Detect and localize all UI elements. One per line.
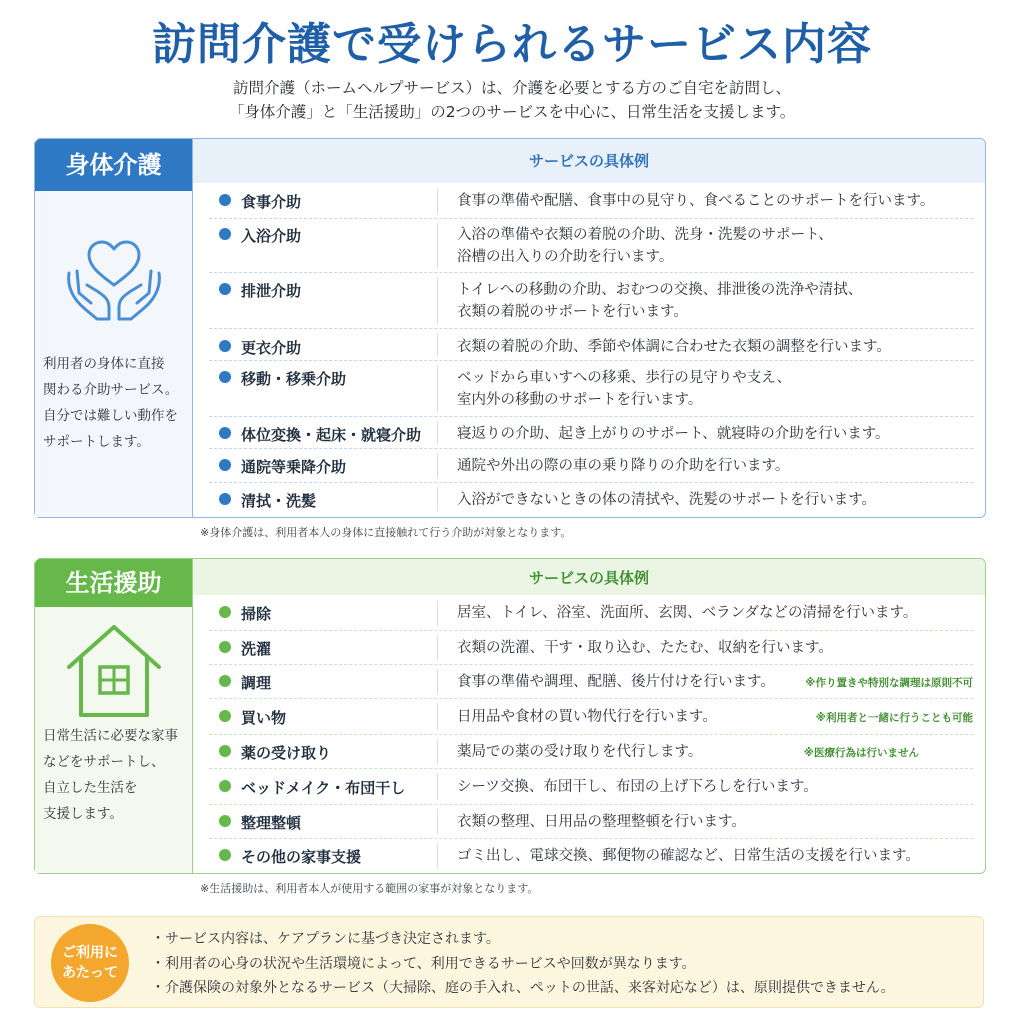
desc-line: 入浴の準備や衣類の着脱の介助、洗身・洗髪のサポート、 [457, 227, 833, 243]
desc-line: 衣類の洗濯、干す・取り込む、たたむ、収納を行います。 [457, 640, 833, 656]
notice-item: ・利用者の心身の状況や生活環境によって、利用できるサービスや回数が異なります。 [151, 955, 696, 972]
desc-line: シーツ交換、布団干し、布団の上げ下ろしを行います。 [457, 779, 818, 795]
bullet-dot [219, 780, 231, 792]
desc-line: 日用品や食材の買い物代行を行います。 [457, 709, 717, 725]
usage-notice [34, 916, 984, 1008]
life-table-header: サービスの具体例 [193, 559, 985, 595]
divider [437, 223, 438, 268]
desc-line: 通院や外出の際の車の乗り降りの介助を行います。 [457, 458, 790, 474]
bullet-dot [219, 228, 231, 240]
life-description [43, 723, 191, 827]
bullet-dot [219, 459, 231, 471]
badge-line: あたって [62, 965, 118, 981]
care-table-header: サービスの具体例 [193, 139, 985, 183]
care-list [209, 185, 973, 515]
bullet-dot [219, 371, 231, 383]
divider [437, 333, 438, 356]
item-name: 移動・移乗介助 [241, 370, 347, 388]
desc-line: 入浴ができないときの体の清拭や、洗髪のサポートを行います。 [457, 492, 877, 508]
desc-line: 食事の準備や調理、配膳、後片付けを行います。 [457, 674, 775, 690]
list-item [209, 665, 973, 699]
list-item [209, 699, 973, 735]
item-name: 洗濯 [241, 640, 272, 658]
divider [437, 739, 438, 764]
list-item [209, 839, 973, 873]
item-name: 通院等乗降介助 [241, 458, 347, 476]
item-name: 体位変換・起床・就寝介助 [241, 426, 422, 444]
divider [437, 277, 438, 324]
bullet-dot [219, 675, 231, 687]
desc-line: 居室、トイレ、浴室、洗面所、玄関、ベランダなどの清掃を行います。 [457, 605, 918, 621]
item-name: 排泄介助 [241, 282, 302, 300]
item-name: ベッドメイク・布団干し [241, 779, 406, 797]
item-note: ※利用者と一緒に行うことも可能 [815, 712, 973, 724]
desc-line: 室内外の移動のサポートを行います。 [457, 392, 703, 408]
list-item [209, 449, 973, 483]
item-name: その他の家事支援 [241, 848, 362, 866]
life-desc-line: などをサポートし、 [43, 754, 165, 770]
care-description [43, 351, 191, 455]
page-title: 訪問介護で受けられるサービス内容 [152, 19, 872, 70]
item-name: 整理整頓 [241, 814, 302, 832]
life-desc-line: 自立した生活を [43, 780, 138, 796]
list-item [209, 273, 973, 329]
desc-line: 衣類の着脱のサポートを行います。 [457, 304, 688, 320]
item-description [457, 602, 977, 624]
item-note: ※医療行為は行いません [803, 747, 919, 759]
notice-item: ・サービス内容は、ケアプランに基づき決定されます。 [151, 931, 500, 947]
item-description [457, 776, 977, 798]
bullet-dot [219, 283, 231, 295]
list-item [209, 329, 973, 361]
bullet-dot [219, 493, 231, 505]
bullet-dot [219, 194, 231, 206]
item-name: 食事介助 [241, 193, 302, 211]
divider [437, 487, 438, 511]
item-name: 薬の受け取り [241, 744, 332, 762]
divider [437, 773, 438, 800]
item-name: 更衣介助 [241, 339, 302, 357]
list-item [209, 735, 973, 769]
list-item [209, 361, 973, 417]
life-title: 生活援助 [35, 559, 192, 607]
list-item [209, 805, 973, 839]
notice-badge [51, 924, 129, 1002]
item-note: ※作り置きや特別な調理は原則不可 [805, 677, 973, 689]
list-item [209, 219, 973, 273]
care-footnote: ※身体介護は、利用者本人の身体に直接触れて行う介助が対象となります。 [200, 526, 572, 539]
life-footnote: ※生活援助は、利用者本人が使用する範囲の家事が対象となります。 [200, 882, 539, 895]
item-description [457, 336, 977, 358]
heart-hands-icon [59, 227, 169, 337]
item-name: 買い物 [241, 709, 287, 727]
divider [437, 601, 438, 626]
bullet-dot [219, 815, 231, 827]
list-item [209, 631, 973, 665]
life-desc-line: 日常生活に必要な家事 [43, 728, 178, 744]
badge-line: ご利用に [62, 945, 118, 961]
list-item [209, 417, 973, 449]
divider [437, 365, 438, 412]
desc-line: 衣類の着脱の介助、季節や体調に合わせた衣類の調整を行います。 [457, 339, 891, 355]
bullet-dot [219, 606, 231, 618]
bullet-dot [219, 849, 231, 861]
divider [437, 703, 438, 730]
desc-line: 食事の準備や配膳、食事中の見守り、食べることのサポートを行います。 [457, 193, 935, 209]
life-sidebar [35, 559, 193, 873]
desc-line: 浴槽の出入りの介助を行います。 [457, 249, 674, 265]
divider [437, 421, 438, 444]
care-title: 身体介護 [35, 139, 192, 191]
divider [437, 669, 438, 694]
item-description [457, 423, 977, 445]
intro-line: 訪問介護（ホームヘルプサービス）は、介護を必要とする方のご自宅を訪問し、 [232, 79, 791, 97]
house-icon [59, 615, 169, 725]
divider [437, 189, 438, 214]
list-item [209, 597, 973, 631]
intro-text [0, 76, 1024, 124]
desc-line: 衣類の整理、日用品の整理整頓を行います。 [457, 814, 746, 830]
care-desc-line: 利用者の身体に直接 [43, 356, 165, 372]
care-section [34, 138, 986, 518]
notice-item: ・介護保険の対象外となるサービス（大掃除、庭の手入れ、ペットの世話、来客対応など）は、原則提供できません。 [151, 980, 895, 996]
life-desc-line: 支援します。 [43, 806, 123, 822]
care-desc-line: サポートします。 [43, 434, 150, 450]
life-list [209, 597, 973, 873]
list-item [209, 769, 973, 805]
bullet-dot [219, 710, 231, 722]
item-name: 掃除 [241, 605, 272, 623]
item-description [457, 845, 977, 867]
care-desc-line: 関わる介助サービス。 [43, 382, 179, 398]
divider [437, 453, 438, 478]
desc-line: 薬局での薬の受け取りを代行します。 [457, 744, 703, 760]
list-item [209, 483, 973, 515]
item-name: 調理 [241, 674, 272, 692]
intro-line: 「身体介護」と「生活援助」の2つのサービスを中心に、日常生活を支援します。 [228, 103, 796, 121]
list-item [209, 185, 973, 219]
item-name: 入浴介助 [241, 227, 302, 245]
desc-line: 寝返りの介助、起き上がりのサポート、就寝時の介助を行います。 [457, 426, 890, 442]
desc-line: ベッドから車いすへの移乗、歩行の見守りや支え、 [457, 370, 792, 386]
desc-line: トイレへの移動の介助、おむつの交換、排泄後の洗浄や清拭、 [457, 282, 863, 298]
bullet-dot [219, 641, 231, 653]
item-description [457, 367, 977, 411]
bullet-dot [219, 340, 231, 352]
item-description [457, 190, 977, 212]
bullet-dot [219, 427, 231, 439]
item-description [457, 811, 977, 833]
divider [437, 809, 438, 834]
divider [437, 843, 438, 869]
item-description [457, 637, 977, 659]
care-sidebar [35, 139, 193, 517]
care-desc-line: 自分では難しい動作を [43, 408, 178, 424]
notice-list [151, 927, 895, 1001]
item-description [457, 279, 977, 323]
life-section [34, 558, 986, 874]
item-name: 清拭・洗髪 [241, 492, 317, 510]
item-description [457, 455, 977, 477]
divider [437, 635, 438, 660]
desc-line: ゴミ出し、電球交換、郵便物の確認など、日常生活の支援を行います。 [457, 848, 920, 864]
bullet-dot [219, 745, 231, 757]
item-description [457, 489, 977, 511]
item-description [457, 224, 977, 268]
